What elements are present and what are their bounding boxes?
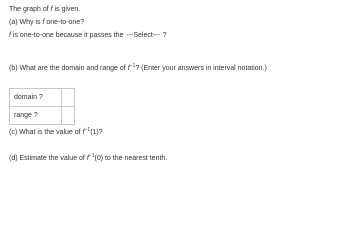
intro-before: The graph of <box>9 6 51 13</box>
domain-input[interactable] <box>62 89 74 106</box>
domain-label-cell <box>10 89 62 107</box>
domain-row <box>10 89 75 107</box>
intro-f: f <box>50 6 53 13</box>
part-c-after: (1)? <box>90 129 103 136</box>
domain-label: domain <box>14 94 37 101</box>
part-b-after: ? (Enter your answers in interval notation.) <box>135 65 267 72</box>
part-d-superscript: −1 <box>88 153 95 159</box>
domain-input-cell <box>62 89 75 107</box>
part-a-after: one-to-one? <box>44 19 85 26</box>
part-c-label: (c) What is the value of <box>9 129 83 136</box>
part-c-question <box>9 128 103 137</box>
part-c-f: f <box>82 129 85 136</box>
domain-help-icon: ? <box>38 94 43 101</box>
range-help-icon: ? <box>33 112 38 119</box>
part-a-label: (a) Why is <box>9 19 43 26</box>
range-row <box>10 107 75 125</box>
part-d-question <box>9 154 167 163</box>
part-a-question <box>9 18 84 27</box>
part-d-after: (0) to the nearest tenth. <box>94 155 168 162</box>
domain-range-table <box>9 88 75 125</box>
part-a-f: f <box>42 19 45 26</box>
select-help-icon: ? <box>162 32 167 39</box>
part-b-superscript: −1 <box>129 63 136 69</box>
part-b-question <box>9 64 267 73</box>
intro-text <box>9 5 80 14</box>
part-d-label: (d) Estimate the value of <box>9 155 87 162</box>
part-a-answer <box>9 31 167 40</box>
part-a-answer-text: is one-to-one because it passes the <box>10 32 126 39</box>
part-a-answer-f: f <box>9 32 11 39</box>
part-b-f: f <box>127 65 130 72</box>
range-label-cell <box>10 107 62 125</box>
select-value: ---Select--- <box>126 32 160 39</box>
range-input-cell <box>62 107 75 125</box>
part-d-f: f <box>86 155 89 162</box>
intro-after: is given. <box>52 6 81 13</box>
test-select-dropdown[interactable] <box>125 31 160 40</box>
range-label: range <box>14 112 32 119</box>
part-b-label: (b) What are the domain and range of <box>9 65 128 72</box>
range-input[interactable] <box>62 107 74 124</box>
part-c-superscript: −1 <box>84 127 91 133</box>
